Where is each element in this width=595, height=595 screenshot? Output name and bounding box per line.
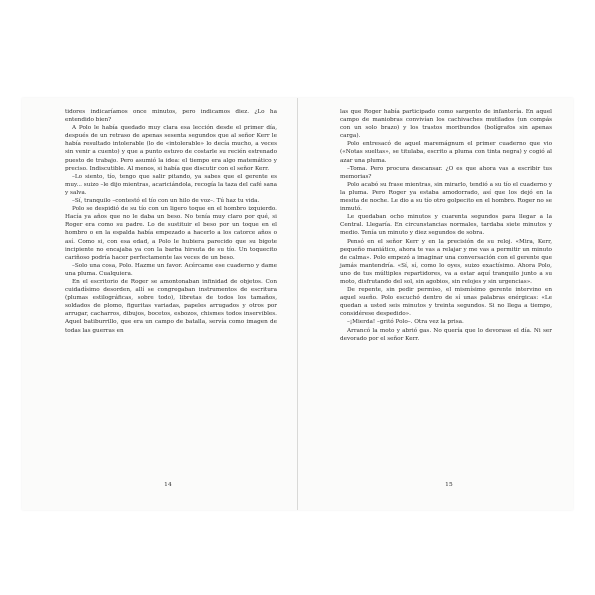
- paragraph: Polo entresacó de aquel maremágnum el primer cuaderno que vio («Notas sueltas», se titulaba, escrito a pluma con tinta negra) y cogió al azar una pluma.: [340, 141, 552, 164]
- paragraph: tidores indicaríamos once minutos, pero indicamos diez. ¿Lo ha entendido bien?: [65, 109, 277, 124]
- paragraph: –Toma. Pero procura descansar. ¿O es que ahora vas a escribir tus memorias?: [340, 165, 552, 180]
- book-gutter: [297, 98, 298, 510]
- left-page: [65, 108, 277, 335]
- book-spread: [22, 98, 573, 510]
- paragraph: Polo se despidió de su tío con un ligero toque en el hombro izquierdo. Hacía ya años que no le daba un beso. No tenía muy claro por qué, si Roger era como su padre. Lo de sustituir el beso por un toque en el hombro o en la espalda había empezado a hacerlo a los catorce años o así. Como si, con esa edad, a Polo le hubiera parecido que su bigote incipiente no encajaba ya con la barba hirsuta de su tío. Un toquecito cariñoso podría hacer perfectamente las veces de un beso.: [65, 206, 277, 261]
- paragraph: –Lo siento, tío, tengo que salir pitando, ya sabes que el gerente es muy... suizo –le dijo mientras, acariciándola, recogía la taza del café sana y salva.: [65, 173, 277, 196]
- right-page: [340, 108, 552, 343]
- paragraph: A Polo le había quedado muy clara esa lección desde el primer día, después de un retraso de apenas sesenta segundos que al señor Kerr le había resultado intolerable (lo de «intolerable» lo decía mucho, a veces sin venir a cuento) y que a punto estuvo de costarle su recién estrenado puesto de trabajo. Pero asumió la idea: el tiempo era algo matemático y preciso. Indiscutible. Al menos, si había que discutir con el señor Kerr.: [65, 125, 277, 172]
- paragraph: –¡Mierda! –gritó Polo–. Otra vez la prisa.: [347, 319, 464, 326]
- paragraph: Arrancó la moto y abrió gas. No quería que lo devorase el día. Ni ser devorado por el señor Kerr.: [340, 327, 552, 342]
- paragraph: De repente, sin pedir permiso, el mismísimo gerente intervino en aquel sueño. Polo escuchó dentro de sí unas palabras enérgicas: «Le quedan a usted seis minutos y treinta segundos. Si no llega a tiempo, considérese despedido».: [340, 287, 552, 318]
- paragraph: En el escritorio de Roger se amontonaban infinidad de objetos. Con cuidadísimo desorden, allí se congregaban instrumentos de escritura (plumas estilográficas, sobre todo), libretas de todos los tamaños, soldados de plomo, figuritas variadas, papeles arrugados y otros por arrugar, cacharros, dibujos, bocetos, esbozos, chismes todos inservibles. Aquel batiburrillo, que era un campo de batalla, servía como imagen de todas las guerras en: [65, 278, 277, 334]
- paragraph: –Solo una cosa, Polo. Hazme un favor. Acércame ese cuaderno y dame una pluma. Cualquiera.: [65, 262, 277, 277]
- paragraph: Pensó en el señor Kerr y en la precisión de su reloj. «Mira, Kerr, pequeño maniático, ahora te vas a relajar y me vas a permitir un minuto de calma». Polo empezó a imaginar una conversación con el gerente que jamás mantendría. «Sí, sí, como lo oyes, suizo exactísimo. Ahora Polo, uno de tus múltiples repartidores, va a estar aquí tranquilo junto a su moto, disfrutando del sol, sin agobios, sin relojes y sin urgencias».: [340, 238, 552, 285]
- page-number-right: 15: [445, 482, 453, 488]
- paragraph: Le quedaban ocho minutos y cuarenta segundos para llegar a la Central. Llegaría. En circunstancias normales, tardaba siete minutos y medio. Tenía un minuto y diez segundos de sobra.: [340, 214, 552, 237]
- paragraph: Polo acabó su frase mientras, sin mirarlo, tendió a su tío el cuaderno y la pluma. Pero Roger ya estaba amodorrado, así que los dejó en la mesita de noche. Le dio a su tío otro golpecito en el hombro. Roger no se inmutó.: [340, 181, 552, 213]
- paragraph: las que Roger había participado como sargento de infantería. En aquel campo de maniobras convivían los cachivaches mutilados (un compás con un solo brazo) y los trastos moribundos (bolígrafos sin apenas carga).: [340, 109, 552, 140]
- paragraph: –Sí, tranquilo –contestó el tío con un hilo de voz–. Tú haz tu vida.: [72, 198, 260, 205]
- page-number-left: 14: [164, 482, 172, 488]
